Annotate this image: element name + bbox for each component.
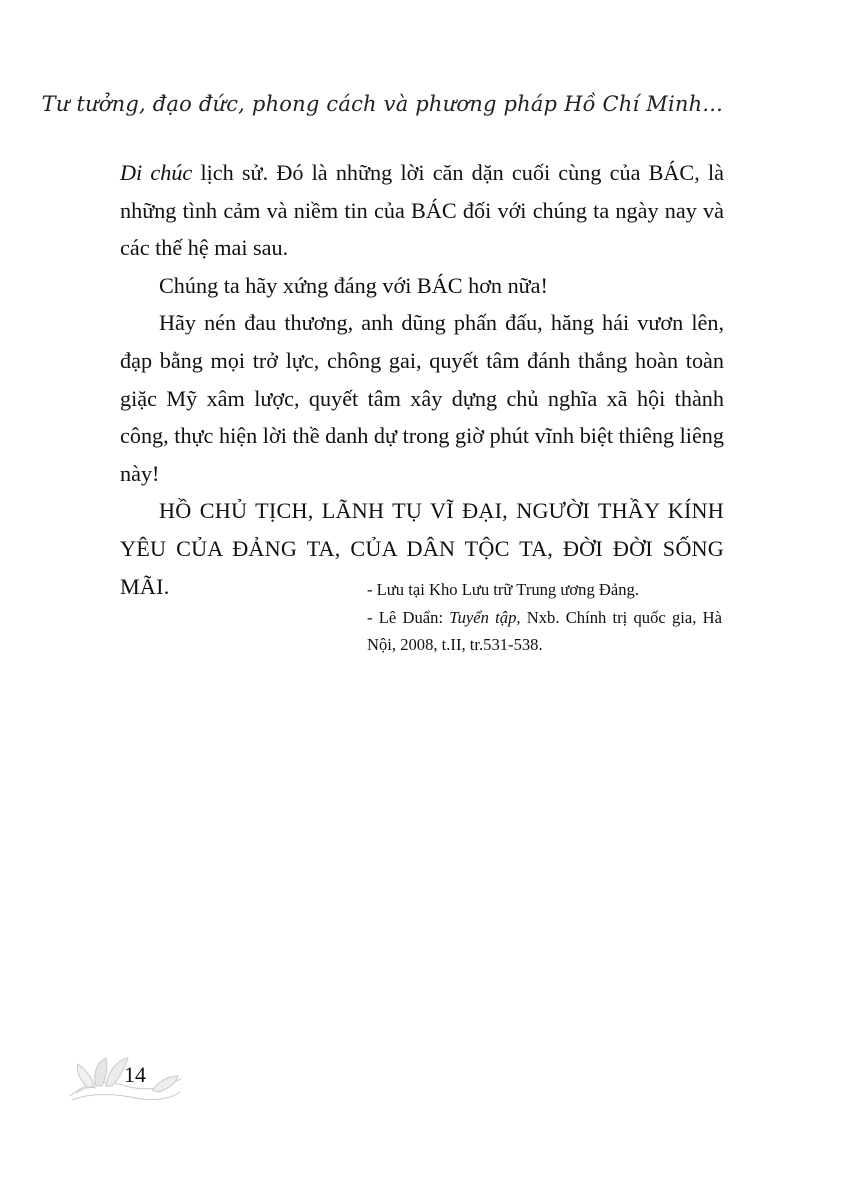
source-note-2-title: Tuyển tập <box>449 607 517 627</box>
paragraph-1 <box>120 154 724 267</box>
source-note-2-prefix: - Lê Duẩn: <box>367 607 450 627</box>
paragraph-1-text: lịch sử. Đó là những lời căn dặn cuối cùng của BÁC, là những tình cảm và niềm tin của BÁC đối với chúng ta ngày nay và các thế hệ mai sau. <box>120 160 724 261</box>
running-header: Tư tưởng, đạo đức, phong cách và phương pháp Hồ Chí Minh... <box>41 92 723 116</box>
header-spacer <box>120 130 724 131</box>
page-number: 14 <box>124 1062 146 1087</box>
source-note-1: - Lưu tại Kho Lưu trữ Trung ương Đảng. <box>367 580 639 599</box>
paragraph-3: Hãy nén đau thương, anh dũng phấn đấu, hăng hái vươn lên, đạp bằng mọi trở lực, chông gai, quyết tâm đánh thắng hoàn toàn giặc Mỹ xâm lược, quyết tâm xây dựng chủ nghĩa xã hội thành công, thực hiện lời thề danh dự trong giờ phút vĩnh biệt thiêng liêng này! <box>120 310 724 486</box>
source-note-2-rest: , Nxb. Chính trị quốc gia, Hà Nội, 2008, t.II, tr.531-538. <box>367 607 722 654</box>
paragraph-4: HỒ CHỦ TỊCH, LÃNH TỤ VĨ ĐẠI, NGƯỜI THẦY KÍNH YÊU CỦA ĐẢNG TA, CỦA DÂN TỘC TA, ĐỜI ĐỜI SỐNG MÃI. <box>120 498 724 599</box>
paragraph-2: Chúng ta hãy xứng đáng với BÁC hơn nữa! <box>159 272 548 298</box>
source-note-2 <box>367 604 722 659</box>
italic-title-di-chuc: Di chúc <box>120 160 193 185</box>
body-text <box>120 154 724 605</box>
source-notes <box>367 576 722 659</box>
